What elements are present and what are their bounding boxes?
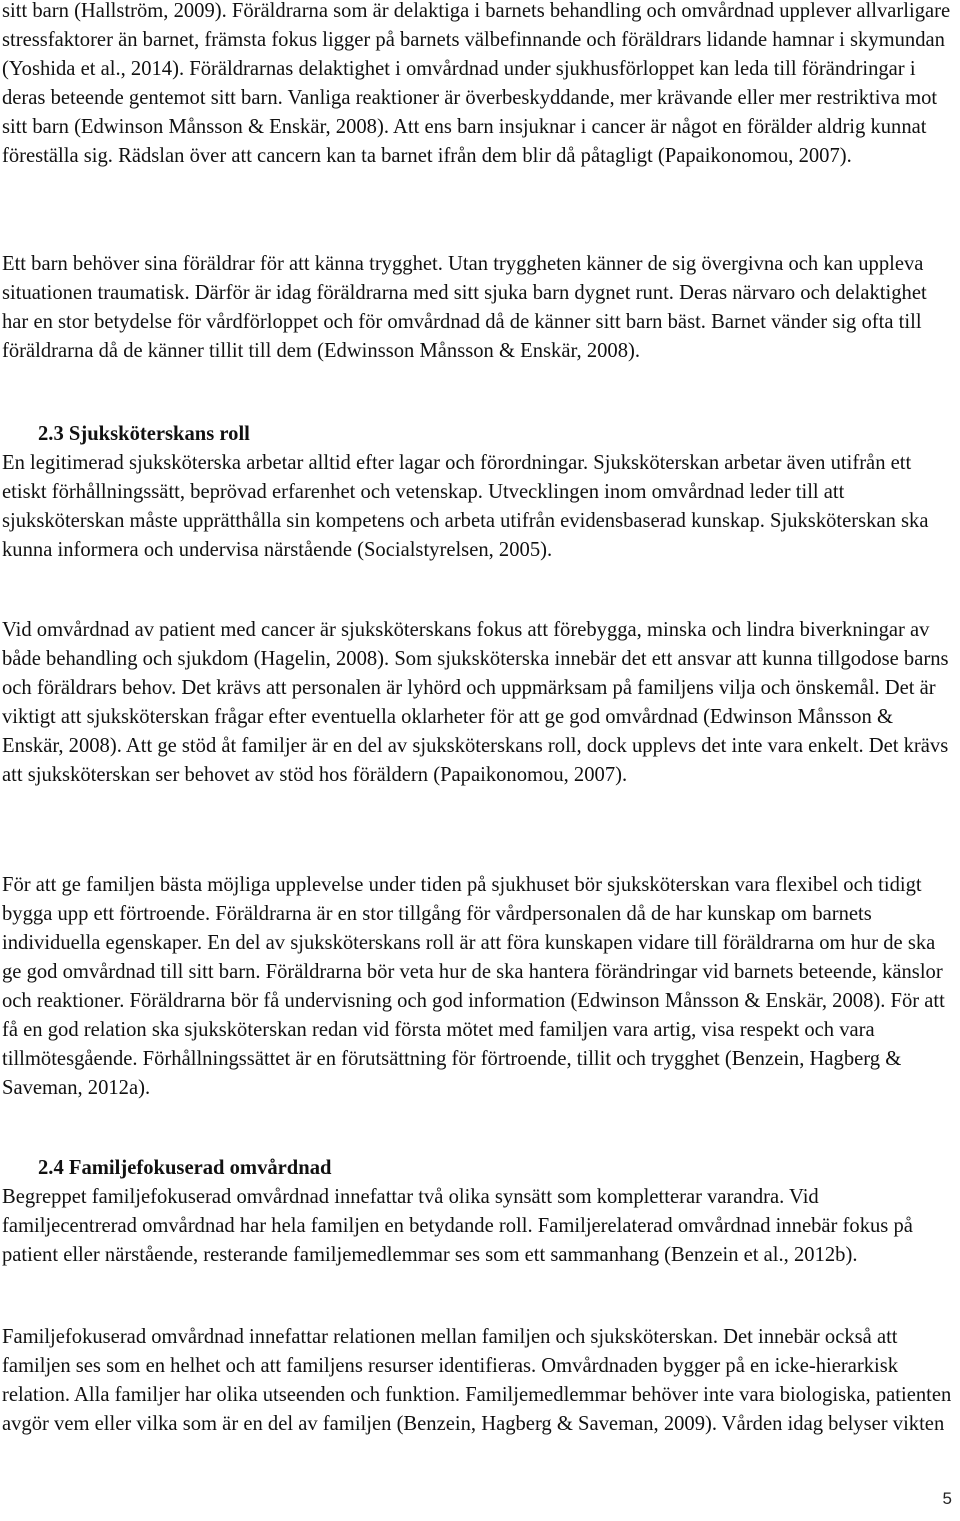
paragraph-family-relationship: Familjefokuserad omvårdnad innefattar relationen mellan familjen och sjuksköterskan. Det innebär också att familjen ses som en helhet och att familjens resurser identifieras. Omvårdnaden bygger på en icke-hierarkisk relation. Alla familjer har olika utseenden och funktion. Familjemedlemmar behöver inte vara biologiska, patienten avgör vem eller vilka som är en del av familjen (Benzein, Hagberg & Saveman, 2009). Vården idag belyser vikten: [2, 1326, 952, 1435]
paragraph-family-experience: För att ge familjen bästa möjliga upplevelse under tiden på sjukhuset bör sjuksköterskan vara flexibel och tidigt bygga upp ett förtroende. Föräldrarna är en stor tillgång för vårdpersonalen då de har kunskap om barnets individuella egenskaper. En del av sjuksköterskans roll är att föra kunskapen vidare till föräldrarna om hur de ska ge god omvårdnad till sitt barn. Föräldrarna bör veta hur de ska hantera förändringar vid barnets beteende, känslor och reaktioner. Föräldrarna bör få undervisning och god information (Edwinson Månsson & Enskär, 2008). För att få en god relation ska sjuksköterskan redan vid första mötet med familjen vara artig, visa respekt och vara tillmötesgående. Förhållningssättet är en förutsättning för förtroende, tillit och trygghet (Benzein, Hagberg & Saveman, 2012a).: [2, 874, 945, 1099]
paragraph-child-security: Ett barn behöver sina föräldrar för att känna trygghet. Utan tryggheten känner de sig övergivna och kan uppleva situationen traumatisk. Därför är idag föräldrarna med sitt sjuka barn dygnet runt. Deras närvaro och delaktighet har en stor betydelse för vårdförloppet och för omvårdnad då de känner sitt barn bäst. Barnet vänder sig ofta till föräldrarna då de känner tillit till dem (Edwinsson Månsson & Enskär, 2008).: [2, 253, 927, 362]
section-heading-family-focused-care: 2.4 Familjefokuserad omvårdnad: [38, 1157, 332, 1179]
page-number: 5: [942, 1489, 952, 1508]
paragraph-licensed-nurse: En legitimerad sjuksköterska arbetar alltid efter lagar och förordningar. Sjuksköterskan arbetar även utifrån ett etiskt förhållningssätt, beprövad erfarenhet och vetenskap. Utvecklingen inom omvårdnad leder till att sjuksköterskan måste upprätthålla sin kompetens och arbeta utifrån evidensbaserad kunskap. Sjuksköterskan ska kunna informera och undervisa närstående (Socialstyrelsen, 2005).: [2, 452, 929, 561]
paragraph-family-care-concept: Begreppet familjefokuserad omvårdnad innefattar två olika synsätt som kompletterar varandra. Vid familjecentrerad omvårdnad har hela familjen en betydande roll. Familjerelaterad omvårdnad innebär fokus på patient eller närstående, resterande familjemedlemmar ses som ett sammanhang (Benzein et al., 2012b).: [2, 1186, 913, 1266]
paragraph-parent-stress: sitt barn (Hallström, 2009). Föräldrarna som är delaktiga i barnets behandling och omvårdnad upplever allvarligare stressfaktorer än barnet, främsta fokus ligger på barnets välbefinnande och föräldrars lidande hamnar i skymundan (Yoshida et al., 2014). Föräldrarnas delaktighet i omvårdnad under sjukhusförloppet kan leda till förändringar i deras beteende gentemot sitt barn. Vanliga reaktioner är överbeskyddande, mer krävande eller mer restriktiva mot sitt barn (Edwinson Månsson & Enskär, 2008). Att ens barn insjuknar i cancer är något en förälder aldrig kunnat föreställa sig. Rädslan över att cancern kan ta barnet ifrån dem blir då påtagligt (Papaikonomou, 2007).: [2, 0, 951, 167]
section-heading-nurse-role: 2.3 Sjuksköterskans roll: [38, 423, 250, 445]
paragraph-cancer-care-focus: Vid omvårdnad av patient med cancer är sjuksköterskans fokus att förebygga, minska och lindra biverkningar av både behandling och sjukdom (Hagelin, 2008). Som sjuksköterska innebär det ett ansvar att kunna tillgodose barns och föräldrars behov. Det krävs att personalen är lyhörd och uppmärksam på familjens vilja och önskemål. Det är viktigt att sjuksköterskan frågar efter eventuella oklarheter för att ge god omvårdnad (Edwinson Månsson & Enskär, 2008). Att ge stöd åt familjer är en del av sjuksköterskans roll, dock upplevs det inte vara enkelt. Det krävs att sjuksköterskan ser behovet av stöd hos föräldern (Papaikonomou, 2007).: [2, 619, 949, 786]
